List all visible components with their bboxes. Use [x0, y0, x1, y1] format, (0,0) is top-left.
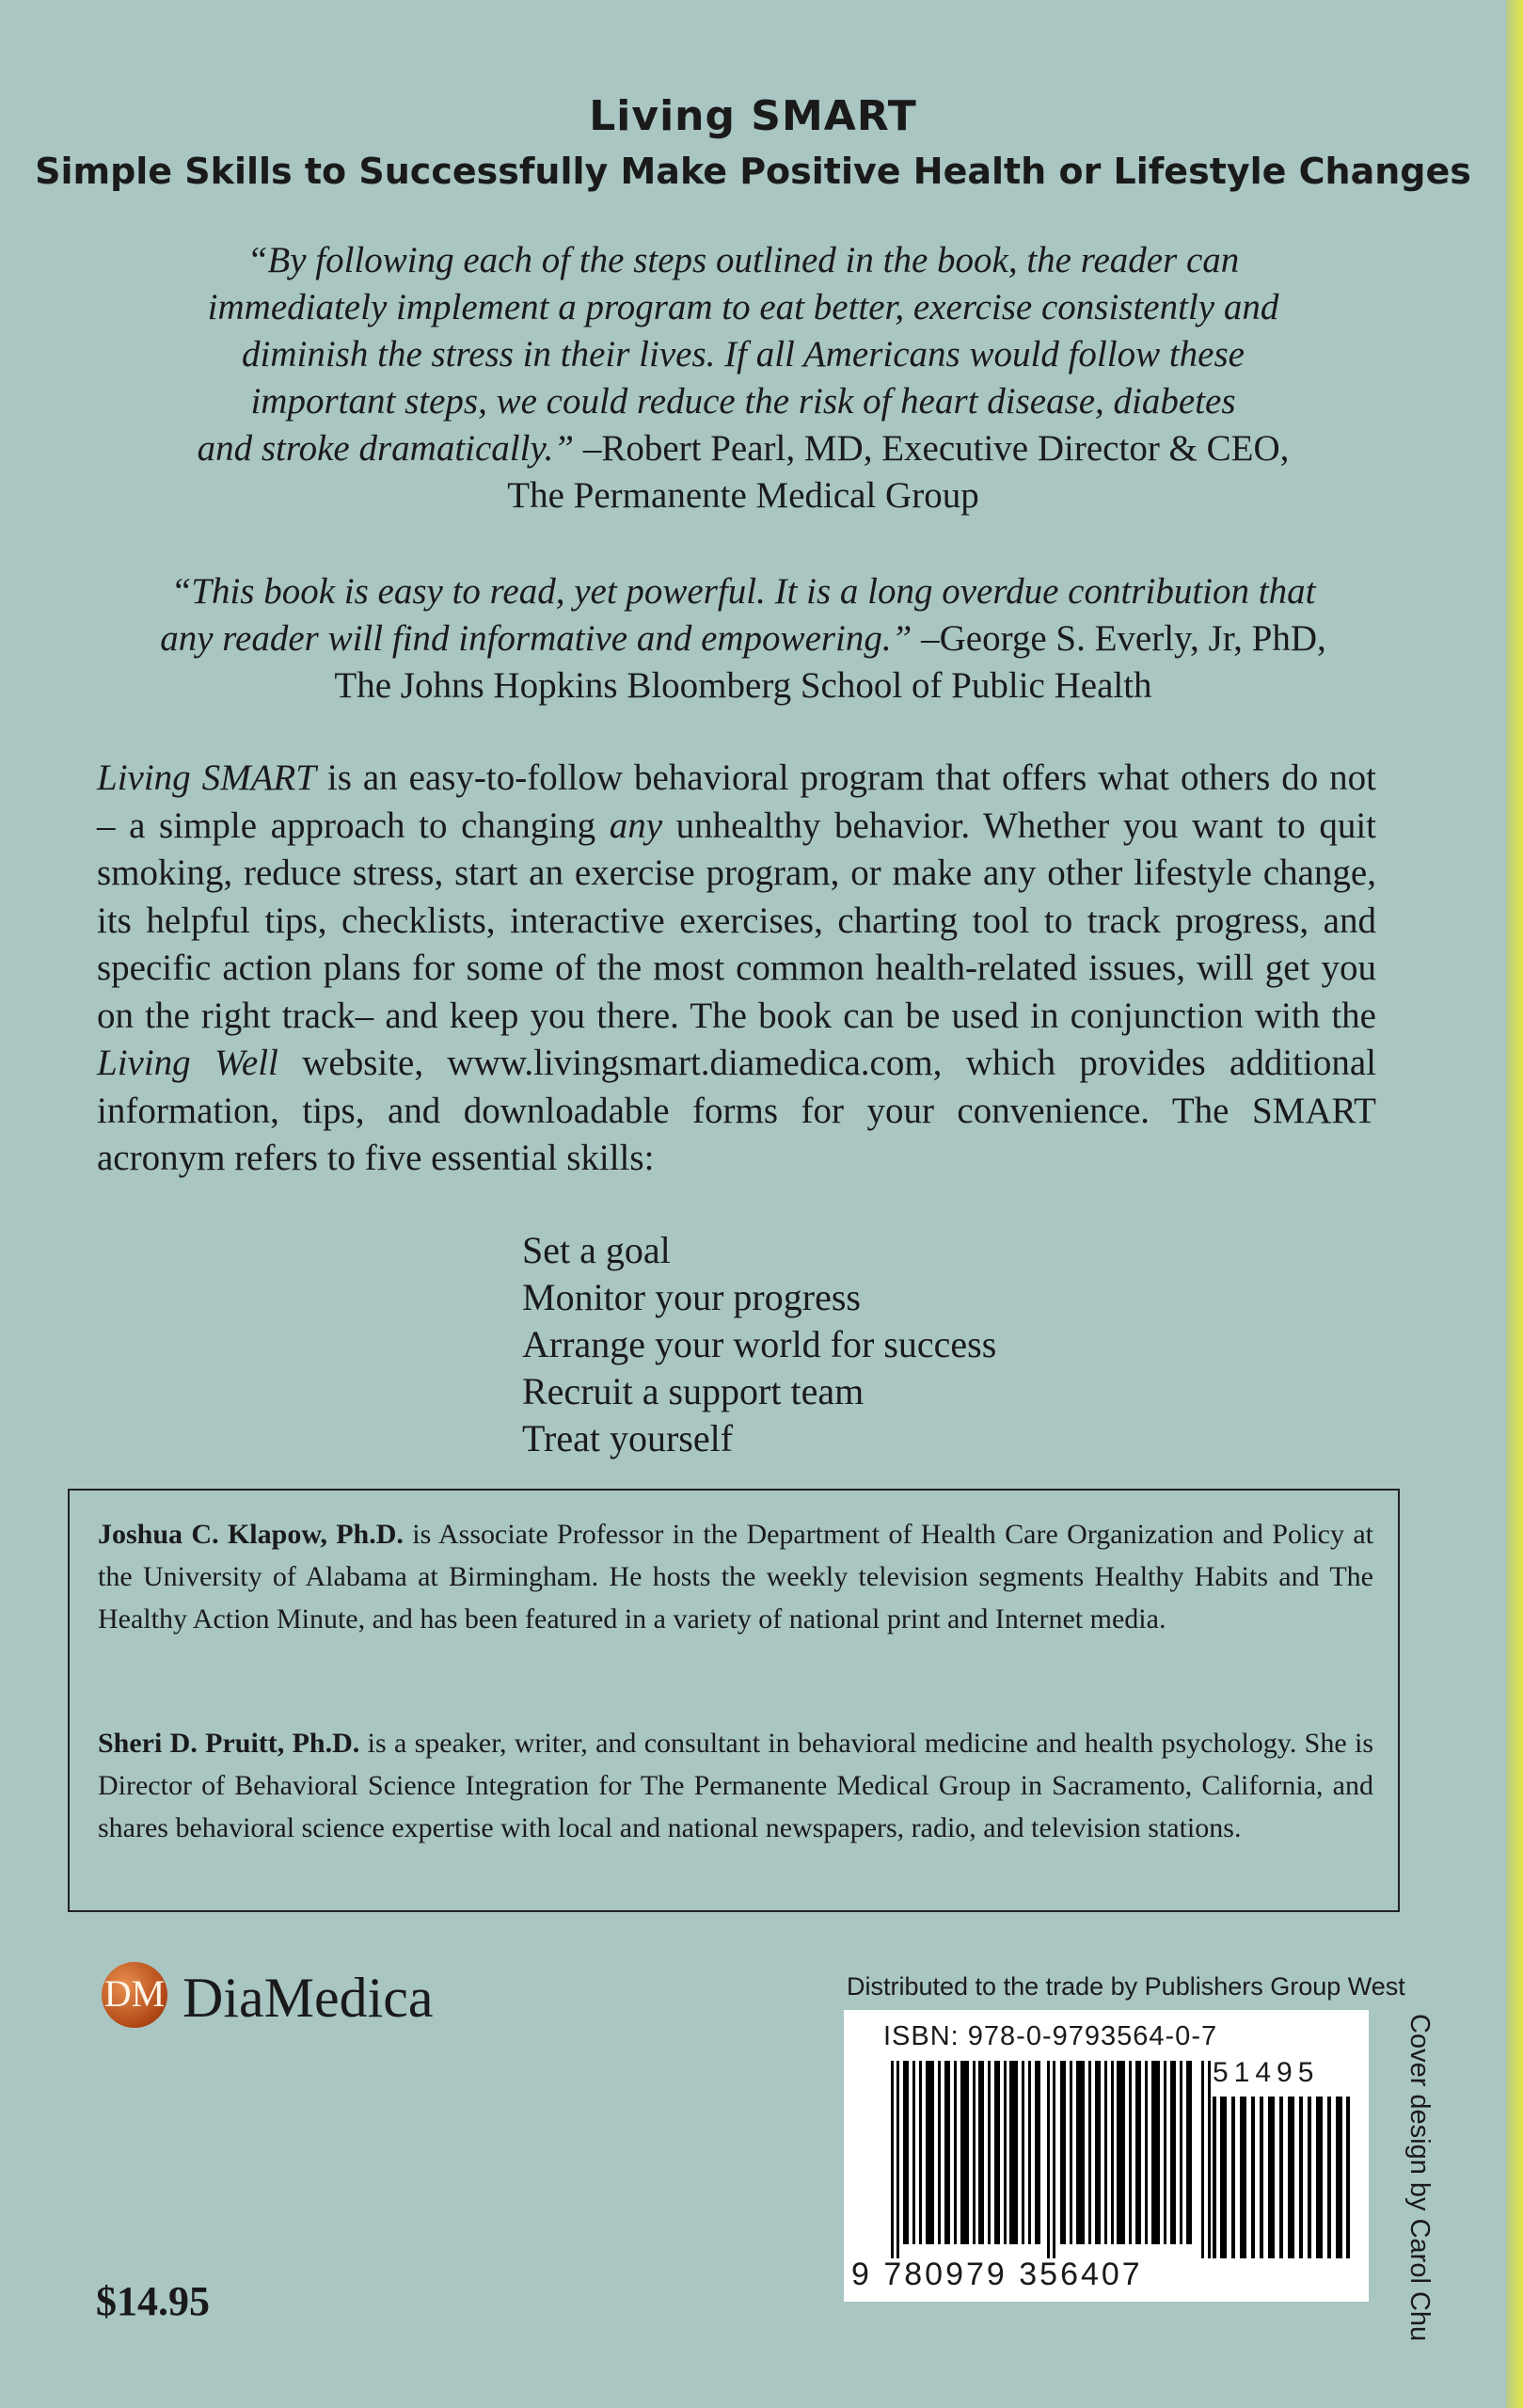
skill-item: Recruit a support team [522, 1370, 865, 1412]
quote-line: “This book is easy to read, yet powerful. It is a long overdue contribution that [170, 571, 1316, 612]
quote-line: diminish the stress in their lives. If all Americans would follow these [242, 334, 1245, 375]
author-bio [98, 1513, 1373, 1640]
quote-affiliation: The Permanente Medical Group [507, 475, 979, 516]
testimonial-everly [94, 568, 1392, 710]
cover-design-credit: Cover design by Carol Chu [1404, 2014, 1435, 2342]
skill-item: Treat yourself [522, 1417, 734, 1459]
quote-line: immediately implement a program to eat better, exercise consistently and [207, 287, 1279, 327]
ean-digits: 9 780979 356407 [851, 2257, 1143, 2292]
isbn-text: ISBN: 978-0-9793564-0-7 [883, 2021, 1218, 2051]
barcode [844, 2010, 1369, 2302]
skill-item: Monitor your progress [522, 1276, 861, 1318]
description-paragraph [97, 755, 1376, 1183]
description-text: is an easy-to-follow behavioral program that offers what others do not – a simple approach to changing [97, 757, 1376, 846]
description-text: unhealthy behavior. Whether you want to quit smoking, reduce stress, start an exercise program, or make any other lifestyle change, its helpful tips, checklists, interactive exercises, charting tool to track progress, and specific action plans for some of the most common health-related issues, will get you on the right track– and keep you there. The book can be used in conjunction with the [97, 805, 1377, 1036]
testimonial-pearl [94, 237, 1392, 519]
distribution-note: Distributed to the trade by Publishers Group West [847, 1972, 1405, 2001]
author-bio-text: is a speaker, writer, and consultant in behavioral medicine and health psychology. She is Director of Behavioral Science Integration for The Permanente Medical Group in Sacramento, California, and shares behavioral science expertise with local and national newspapers, radio, and television stations. [98, 1728, 1373, 1843]
author-bio-text: is Associate Professor in the Department of Health Care Organization and Policy at the University of Alabama at Birmingham. He hosts the weekly television segments Healthy Habits and The Healthy Action Minute, and has been featured in a variety of national print and Internet media. [98, 1519, 1374, 1635]
quote-line: any reader will find informative and empowering.” [160, 618, 912, 659]
living-well-inline: Living Well [97, 1043, 278, 1083]
quote-affiliation: The Johns Hopkins Bloomberg School of Public Health [334, 665, 1152, 706]
quote-line: and stroke dramatically.” [197, 428, 575, 469]
skills-list [522, 1227, 996, 1462]
author-bios-box [68, 1489, 1400, 1912]
author-bio [98, 1722, 1373, 1849]
skill-item: Set a goal [522, 1229, 671, 1271]
description-text: website, www.livingsmart.diamedica.com, which provides additional information, tips, and downloadable forms for your convenience. The SMART acronym refers to five essential skills: [97, 1043, 1376, 1178]
quote-line: “By following each of the steps outlined in the book, the reader can [246, 240, 1240, 280]
page-edge [1506, 0, 1523, 2408]
emphasis-any: any [609, 805, 663, 846]
skill-item: Arrange your world for success [522, 1323, 997, 1365]
diamedica-logo-icon: DM [102, 1962, 167, 2028]
author-name: Joshua C. Klapow, Ph.D. [98, 1519, 404, 1550]
ean-barcode-bars [891, 2061, 1215, 2258]
quote-attribution: –Robert Pearl, MD, Executive Director & CEO, [574, 428, 1290, 469]
book-subtitle: Simple Skills to Successfully Make Positive Health or Lifestyle Changes [35, 151, 1471, 192]
book-title: Living SMART [589, 92, 917, 140]
quote-line: important steps, we could reduce the risk of heart disease, diabetes [250, 381, 1236, 422]
price-code: 51495 [1213, 2057, 1320, 2088]
publisher-logo [102, 1962, 525, 2028]
quote-attribution: –George S. Everly, Jr, PhD, [912, 618, 1326, 659]
publisher-name: DiaMedica [182, 1967, 434, 2029]
book-title-inline: Living SMART [97, 757, 316, 798]
price: $14.95 [96, 2278, 210, 2324]
price-barcode-bars [1213, 2097, 1352, 2258]
author-name: Sheri D. Pruitt, Ph.D. [98, 1728, 360, 1759]
